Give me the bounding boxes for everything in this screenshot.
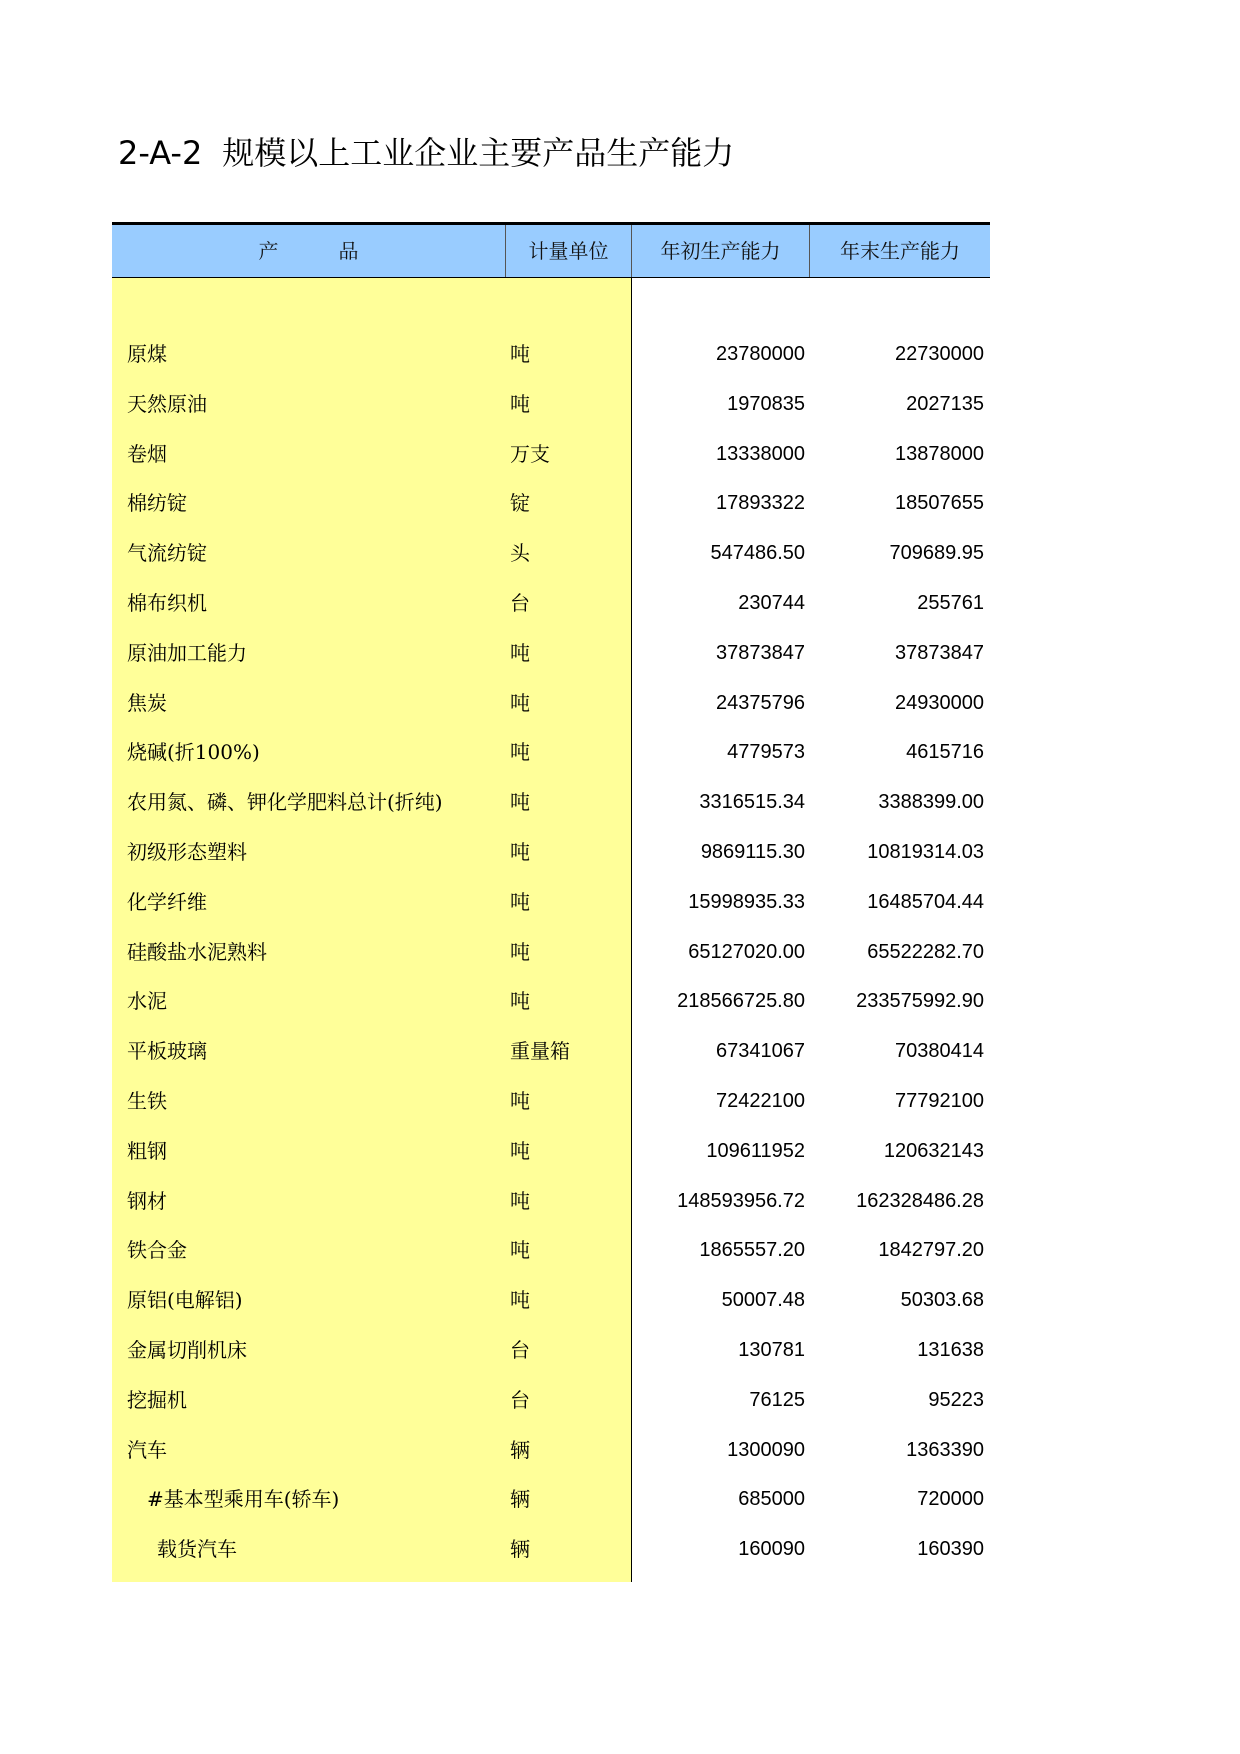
start-capacity-cell: 160090 (738, 1538, 805, 1561)
product-name: #基本型乘用车(轿车) (147, 1487, 340, 1512)
table-row (112, 329, 990, 379)
start-capacity-cell: 65127020.00 (688, 940, 805, 963)
end-capacity-cell: 95223 (928, 1388, 984, 1411)
header-end-capacity: 年末生产能力 (840, 239, 960, 263)
unit-cell: 台 (510, 591, 530, 615)
unit-cell: 吨 (510, 391, 530, 416)
end-capacity-cell: 709689.95 (889, 542, 984, 565)
table-row (112, 1176, 990, 1226)
unit-cell: 台 (510, 1387, 530, 1412)
unit-cell: 吨 (510, 1188, 530, 1213)
table-row (112, 1026, 990, 1076)
end-capacity-cell: 16485704.44 (867, 890, 984, 913)
unit-cell: 吨 (510, 1089, 530, 1113)
unit-cell: 辆 (510, 1537, 530, 1562)
table-row (112, 528, 990, 578)
unit-cell: 吨 (510, 740, 530, 765)
start-capacity-cell: 230744 (738, 592, 805, 614)
unit-cell: 吨 (510, 1238, 530, 1263)
header-product: 产 品 (258, 239, 359, 263)
unit-cell: 吨 (510, 939, 530, 964)
end-capacity-cell: 255761 (917, 592, 984, 614)
table-row (112, 1474, 990, 1524)
table-title: 规模以上工业企业主要产品生产能力 (222, 134, 735, 172)
product-name: 金属切削机床 (127, 1338, 247, 1362)
start-capacity-cell: 218566725.80 (677, 990, 805, 1013)
unit-cell: 辆 (510, 1437, 530, 1462)
unit-cell: 吨 (510, 1138, 530, 1163)
product-name: 农用氮、磷、钾化学肥料总计(折纯) (127, 790, 443, 815)
end-capacity-cell: 50303.68 (900, 1289, 984, 1312)
unit-cell: 头 (510, 541, 530, 566)
table-row (112, 628, 990, 678)
table-row (112, 1375, 990, 1425)
unit-cell: 吨 (510, 989, 530, 1014)
header-start-capacity: 年初生产能力 (660, 239, 781, 263)
end-capacity-cell: 162328486.28 (856, 1189, 984, 1212)
start-capacity-cell: 24375796 (716, 691, 805, 714)
unit-cell: 吨 (510, 342, 530, 366)
unit-cell: 吨 (510, 1288, 530, 1313)
table-header (112, 225, 990, 278)
end-capacity-cell: 13878000 (895, 442, 984, 465)
end-capacity-cell: 18507655 (895, 492, 984, 515)
product-name: 化学纤维 (127, 889, 207, 914)
table-row (112, 1425, 990, 1475)
table-row (112, 1275, 990, 1325)
end-capacity-cell: 1363390 (906, 1438, 984, 1461)
table-row (112, 727, 990, 777)
end-capacity-cell: 233575992.90 (856, 990, 984, 1013)
end-capacity-cell: 720000 (917, 1488, 984, 1511)
start-capacity-cell: 67341067 (716, 1040, 805, 1063)
start-capacity-cell: 9869115.30 (700, 841, 805, 863)
product-name: 初级形态塑料 (127, 840, 247, 864)
end-capacity-cell: 4615716 (906, 741, 984, 764)
start-capacity-cell: 76125 (749, 1388, 805, 1411)
start-capacity-cell: 685000 (738, 1488, 805, 1511)
product-name: 钢材 (127, 1188, 167, 1213)
table-row (112, 379, 990, 429)
unit-cell: 吨 (510, 889, 530, 914)
end-capacity-cell: 37873847 (895, 641, 984, 664)
table-row (112, 976, 990, 1026)
unit-cell: 台 (510, 1338, 530, 1362)
product-name: 原煤 (127, 342, 167, 366)
product-name: 生铁 (127, 1089, 167, 1113)
product-name: 粗钢 (127, 1138, 167, 1163)
unit-cell: 万支 (510, 441, 550, 466)
start-capacity-cell: 72422100 (716, 1090, 805, 1112)
product-name: 硅酸盐水泥熟料 (127, 939, 267, 964)
product-name: 卷烟 (127, 441, 167, 466)
product-name: 棉纺锭 (127, 491, 187, 516)
start-capacity-cell: 23780000 (716, 343, 805, 365)
product-name: 铁合金 (127, 1238, 187, 1263)
product-name: 烧碱(折100%) (127, 740, 260, 765)
table-row (112, 1076, 990, 1126)
start-capacity-cell: 1970835 (727, 392, 805, 415)
end-capacity-cell: 160390 (917, 1538, 984, 1561)
end-capacity-cell: 22730000 (895, 343, 984, 365)
product-name: 平板玻璃 (127, 1039, 207, 1064)
unit-cell: 锭 (510, 491, 530, 516)
end-capacity-cell: 2027135 (906, 392, 984, 415)
table-code: 2-A-2 (118, 134, 203, 172)
unit-cell: 吨 (510, 790, 530, 815)
unit-cell: 吨 (510, 690, 530, 715)
end-capacity-cell: 24930000 (895, 691, 984, 714)
start-capacity-cell: 148593956.72 (677, 1189, 805, 1212)
product-name: 气流纺锭 (127, 541, 207, 566)
table-row (112, 827, 990, 877)
table-row (112, 478, 990, 528)
start-capacity-cell: 3316515.34 (699, 791, 805, 814)
table-row (112, 578, 990, 628)
product-name: 原铝(电解铝) (127, 1288, 243, 1313)
table-row (112, 927, 990, 977)
unit-cell: 辆 (510, 1487, 530, 1512)
end-capacity-cell: 65522282.70 (867, 940, 984, 963)
product-name: 载货汽车 (157, 1537, 237, 1562)
start-capacity-cell: 4779573 (727, 741, 805, 764)
table-row (112, 1126, 990, 1176)
table-row (112, 1524, 990, 1574)
start-capacity-cell: 17893322 (716, 492, 805, 515)
start-capacity-cell: 50007.48 (721, 1289, 805, 1312)
start-capacity-cell: 13338000 (716, 442, 805, 465)
table-row (112, 877, 990, 927)
start-capacity-cell: 15998935.33 (688, 890, 805, 913)
unit-cell: 吨 (510, 840, 530, 864)
start-capacity-cell: 1865557.20 (699, 1239, 805, 1262)
product-name: 水泥 (127, 989, 167, 1014)
capacity-table (112, 222, 990, 1582)
product-name: 挖掘机 (127, 1387, 187, 1412)
end-capacity-cell: 1842797.20 (878, 1239, 984, 1262)
page-title (118, 128, 734, 174)
product-name: 棉布织机 (127, 591, 207, 615)
table-row (112, 1325, 990, 1375)
product-name: 汽车 (127, 1437, 167, 1462)
start-capacity-cell: 130781 (738, 1339, 805, 1361)
end-capacity-cell: 10819314.03 (867, 841, 984, 863)
header-unit: 计量单位 (528, 239, 609, 263)
table-row (112, 678, 990, 728)
start-capacity-cell: 1300090 (727, 1438, 805, 1461)
table-row (112, 777, 990, 827)
unit-cell: 重量箱 (510, 1039, 570, 1064)
product-name: 焦炭 (127, 690, 167, 715)
end-capacity-cell: 120632143 (883, 1139, 984, 1162)
table-row (112, 1225, 990, 1275)
end-capacity-cell: 70380414 (895, 1040, 984, 1063)
end-capacity-cell: 131638 (917, 1339, 984, 1361)
unit-cell: 吨 (510, 640, 530, 665)
product-name: 天然原油 (127, 391, 207, 416)
product-name: 原油加工能力 (127, 640, 247, 665)
table-row (112, 429, 990, 479)
end-capacity-cell: 77792100 (895, 1090, 984, 1112)
end-capacity-cell: 3388399.00 (878, 791, 984, 814)
start-capacity-cell: 109611952 (706, 1139, 805, 1162)
start-capacity-cell: 37873847 (716, 641, 805, 664)
start-capacity-cell: 547486.50 (710, 542, 805, 565)
